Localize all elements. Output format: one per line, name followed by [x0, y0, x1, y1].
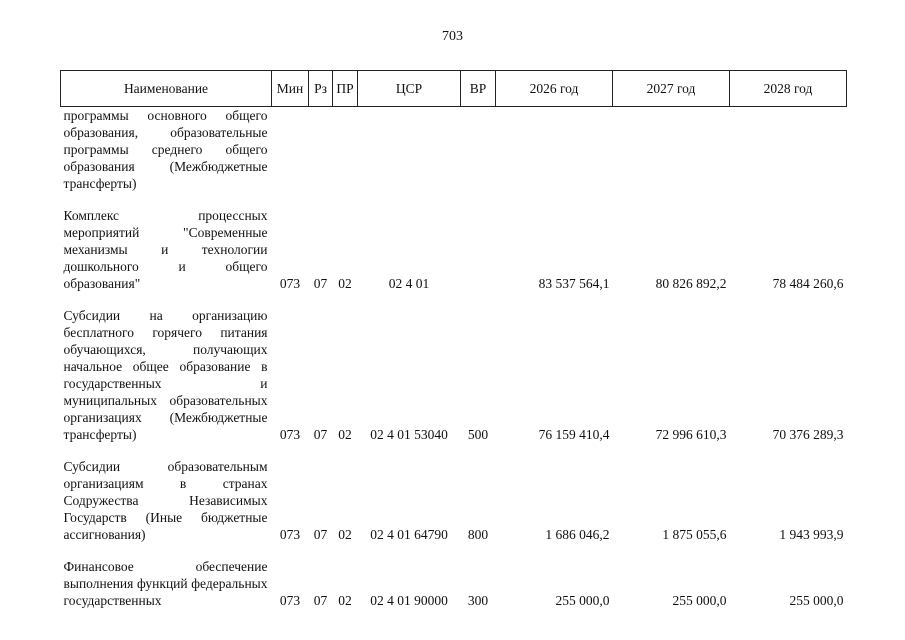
row-2028	[730, 107, 847, 196]
row-rz: 07	[313, 593, 328, 608]
row-pr: 02	[338, 427, 352, 442]
row-csr: 02 4 01 64790	[370, 527, 448, 542]
row-rz: 07	[313, 276, 328, 291]
row-2026: 83 537 564,1	[538, 276, 610, 291]
row-2028: 78 484 260,6	[772, 276, 844, 291]
column-header: 2026 год	[496, 71, 613, 107]
row-vr: 300	[467, 593, 489, 608]
row-csr: 02 4 01	[388, 276, 430, 291]
row-pr: 02	[338, 593, 352, 608]
row-2026: 1 686 046,2	[545, 527, 610, 542]
row-min: 073	[279, 593, 301, 608]
row-min	[272, 107, 309, 196]
table-row	[61, 207, 847, 295]
row-csr: 02 4 01 53040	[370, 427, 448, 442]
row-2027	[613, 107, 730, 196]
row-2028: 1 943 993,9	[779, 527, 844, 542]
budget-table	[60, 70, 847, 612]
row-pr: 02	[338, 527, 352, 542]
row-2026: 255 000,0	[555, 593, 610, 608]
column-header: ПР	[333, 71, 358, 107]
row-2026	[496, 107, 613, 196]
row-vr: 500	[467, 427, 489, 442]
row-rz: 07	[313, 527, 328, 542]
row-name: программы основного общего образования, образовательные программы среднего общего образования (Межбюджетные трансферты)	[63, 108, 268, 191]
row-name: Финансовое обеспечение выполнения функций федеральных государственных	[63, 559, 268, 608]
column-header: Мин	[272, 71, 309, 107]
row-name: Субсидии на организацию бесплатного горячего питания обучающихся, получающих начальное общее образование в государственных и муниципальных образовательных организациях (Межбюджетные трансферты)	[63, 308, 268, 442]
row-min: 073	[279, 527, 301, 542]
row-csr	[358, 107, 461, 196]
row-name: Комплекс процессных мероприятий "Современные механизмы и технологии дошкольного и общего образования"	[63, 208, 268, 291]
row-csr: 02 4 01 90000	[370, 593, 448, 608]
row-vr: 800	[467, 527, 489, 542]
row-min: 073	[279, 276, 301, 291]
table-row	[61, 107, 847, 196]
row-vr	[461, 107, 496, 196]
row-2028: 255 000,0	[789, 593, 844, 608]
row-rz	[309, 107, 333, 196]
table-row	[61, 558, 847, 612]
table-header	[61, 71, 847, 107]
column-header: 2027 год	[613, 71, 730, 107]
column-header: Рз	[309, 71, 333, 107]
page-number: 703	[442, 29, 463, 44]
row-2027: 255 000,0	[672, 593, 727, 608]
row-2028: 70 376 289,3	[772, 427, 844, 442]
row-min: 073	[279, 427, 301, 442]
row-2027: 80 826 892,2	[655, 276, 727, 291]
column-header: Наименование	[61, 71, 272, 107]
row-pr	[333, 107, 358, 196]
row-2026: 76 159 410,4	[538, 427, 610, 442]
column-header: ВР	[461, 71, 496, 107]
column-header: ЦСР	[358, 71, 461, 107]
row-2027: 72 996 610,3	[655, 427, 727, 442]
row-name: Субсидии образовательным организациям в странах Содружества Независимых Государств (Иные бюджетные ассигнования)	[63, 459, 268, 542]
column-header: 2028 год	[730, 71, 847, 107]
row-2027: 1 875 055,6	[662, 527, 727, 542]
row-pr: 02	[338, 276, 352, 291]
row-vr	[461, 207, 496, 295]
table-row	[61, 458, 847, 546]
table-row	[61, 307, 847, 446]
row-rz: 07	[313, 427, 328, 442]
